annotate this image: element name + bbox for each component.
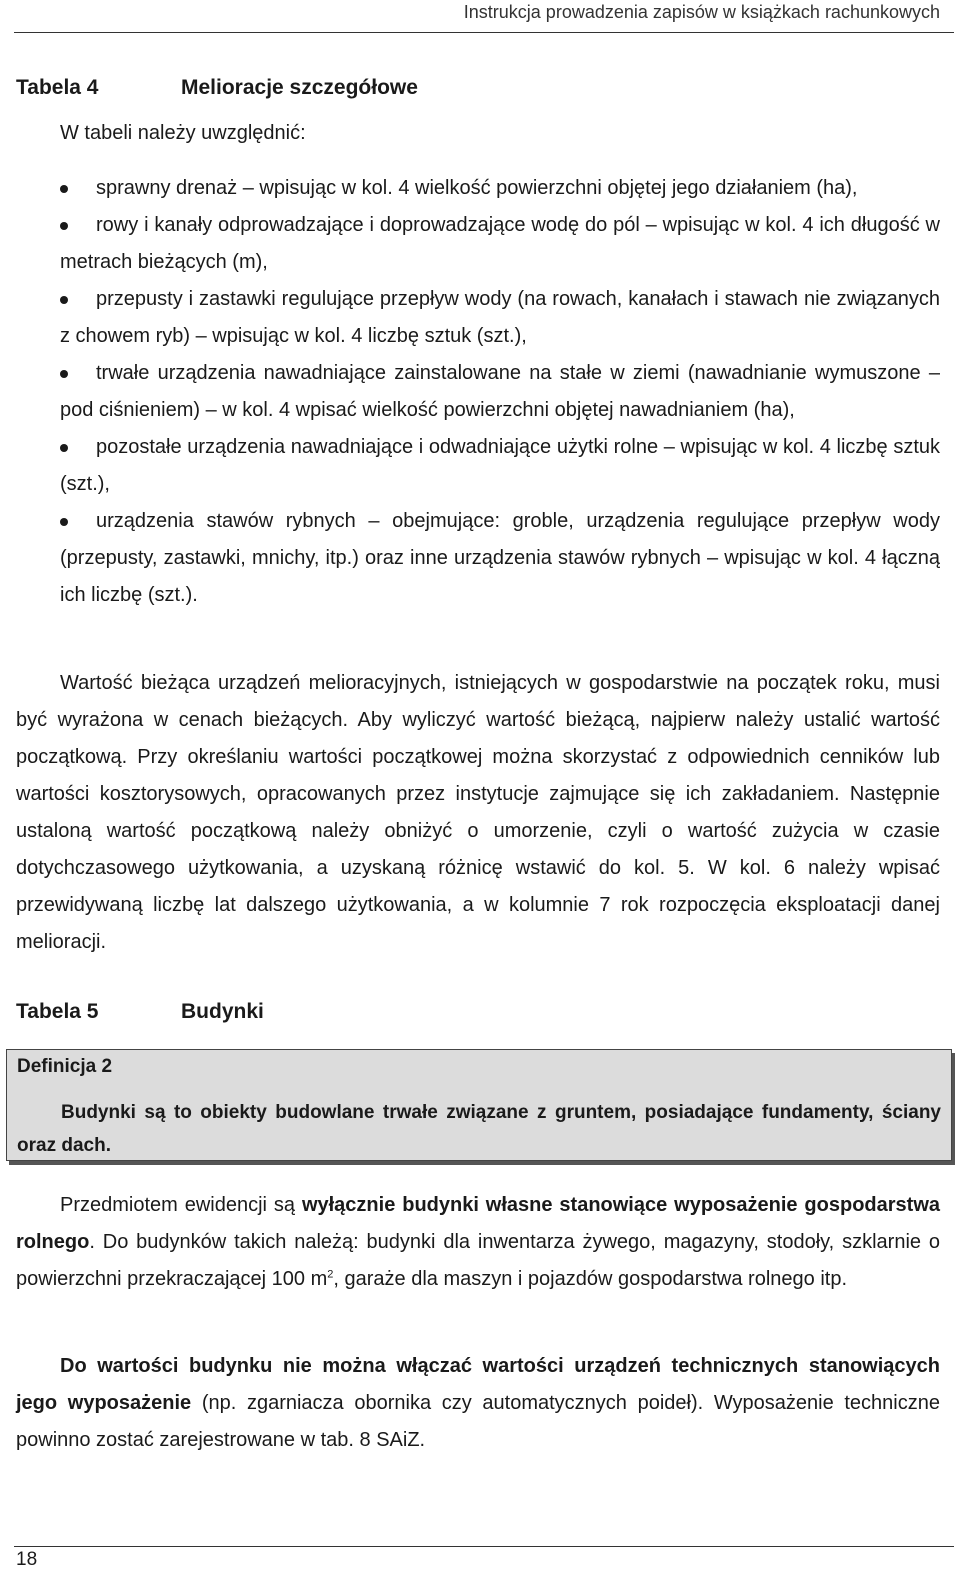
bullet-dot-icon [60,222,68,230]
bullet-dot-icon [60,185,68,193]
bullet-dot-icon [60,370,68,378]
superscript: 2 [327,1268,334,1281]
table5-number: Tabela 5 [16,1000,99,1023]
footer-rule [14,1546,954,1547]
definition-box [6,1049,952,1161]
page-number: 18 [16,1549,38,1570]
table4-paragraph: Wartość bieżąca urządzeń melioracyjnych, istniejących w gospodarstwie na początek roku, musi być wyrażona w cenach bieżących. Aby wyliczyć wartość bieżącą, najpierw należy ustalić wartość początkową. Przy określaniu wartości początkowej można skorzystać z odpowiednich cenników lub wartości kosztorysowych, opracowanych przez instytucje zajmujące się ich zakładaniem. Następnie ustaloną wartość początkową należy obniżyć o umorzenie, czyli o wartość zużycia w czasie dotychczasowego użytkowania, a uzyskaną różnicę wstawić do kol. 5. W kol. 6 należy wpisać przewidywaną liczbę lat dalszego użytkowania, a w kolumnie 7 rok rozpoczęcia eksploatacji danej melioracji. [16,672,940,953]
table4-title: Melioracje szczegółowe [181,76,418,99]
bullet-dot-icon [60,296,68,304]
list-item: urządzenia stawów rybnych – obejmujące: groble, urządzenia regulujące przepływ wody (przepusty, zastawki, mnichy, itp.) oraz inne urządzenia stawów rybnych – wpisując w kol. 4 łączną ich liczbę (szt.). [60,510,940,606]
list-item: pozostałe urządzenia nawadniające i odwadniające użytki rolne – wpisując w kol. 4 liczbę sztuk (szt.), [60,436,940,495]
table5-paragraph-1: Przedmiotem ewidencji są wyłącznie budynki własne stanowiące wyposażenie gospodarstwa rolnego. Do budynków takich należą: budynki dla inwentarza żywego, magazyny, stodoły, szklarnie o powierzchni przekraczającej 100 $m^2$, garaże dla maszyn i pojazdów gospodarstwa rolnego itp. [16,1194,941,1290]
definition-label: Definicja 2 [17,1056,113,1077]
list-item: rowy i kanały odprowadzające i doprowadzające wodę do pól – wpisując w kol. 4 ich długość w metrach bieżących (m), [60,214,940,273]
bullet-dot-icon [60,518,68,526]
header-rule [14,32,954,33]
list-item: trwałe urządzenia nawadniające zainstalowane na stałe w ziemi (nawadnianie wymuszone – pod ciśnieniem) – w kol. 4 wpisać wielkość powierzchni objętej nawadnianiem (ha), [60,362,940,421]
table4-intro: W tabeli należy uwzględnić: [60,122,306,144]
table4-bullet-list [60,170,940,614]
list-item: przepusty i zastawki regulujące przepływ wody (na rowach, kanałach i stawach nie związanych z chowem ryb) – wpisując w kol. 4 liczbę sztuk (szt.), [60,288,940,347]
emphasis-text: Do wartości budynku nie można włączać wartości urządzeń technicznych stanowiących jego wyposażenie [16,1355,940,1414]
emphasis-text: wyłącznie budynki własne stanowiące wyposażenie gospodarstwa rolnego [16,1194,941,1253]
bullet-dot-icon [60,444,68,452]
definition-text: Budynki są to obiekty budowlane trwałe związane z gruntem, posiadające fundamenty, ściany oraz dach. [17,1102,941,1156]
table4-number: Tabela 4 [16,76,99,99]
table5-paragraph-2: Do wartości budynku nie można włączać wartości urządzeń technicznych stanowiących jego wyposażenie (np. zgarniacza obornika czy automatycznych poideł). Wyposażenie techniczne powinno zostać zarejestrowane w tab. 8 SAiZ. [16,1355,940,1451]
running-header: Instrukcja prowadzenia zapisów w książkach rachunkowych [463,2,940,22]
list-item: sprawny drenaż – wpisując w kol. 4 wielkość powierzchni objętej jego działaniem (ha), [60,170,940,207]
table5-title: Budynki [181,1000,264,1023]
